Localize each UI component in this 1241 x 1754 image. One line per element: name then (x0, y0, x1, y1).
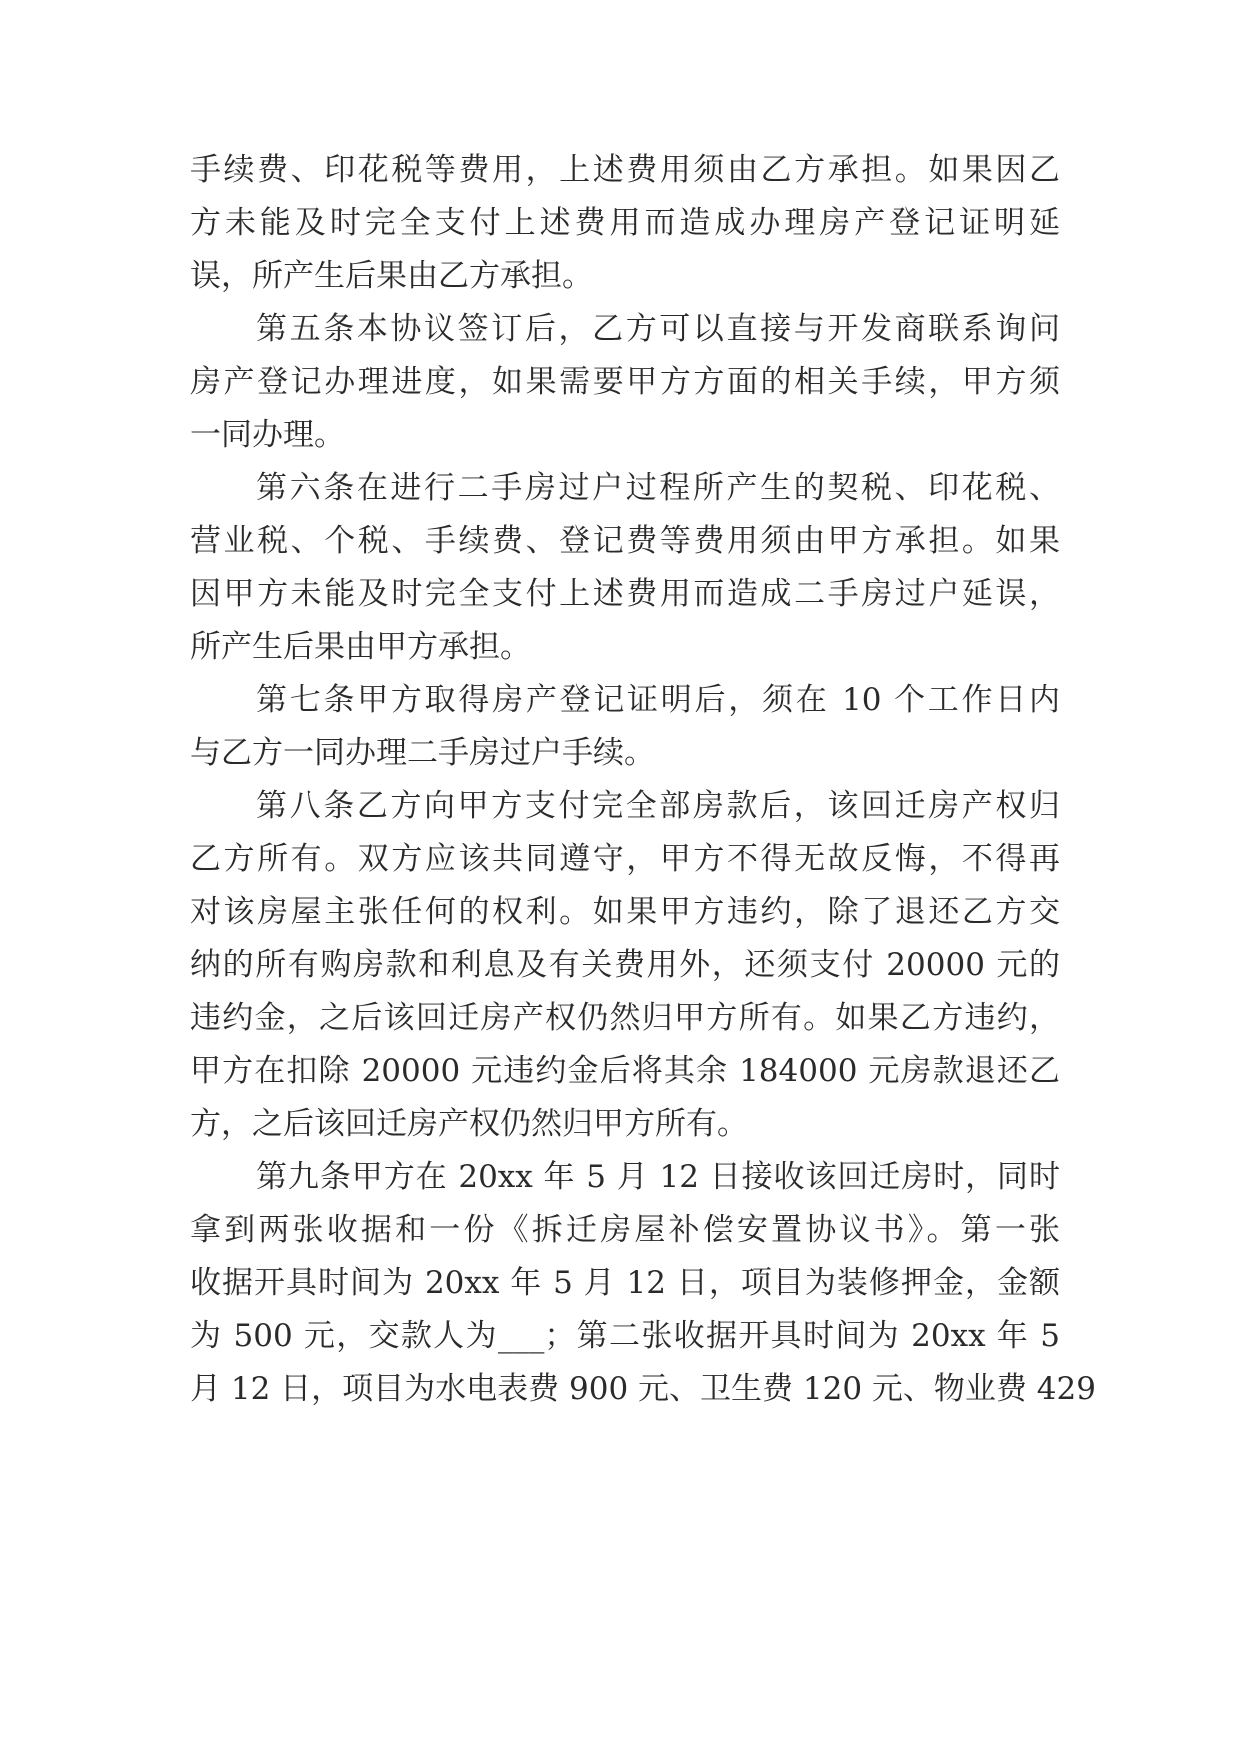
text-line: 方，之后该回迁房产权仍然归甲方所有。 (190, 1106, 748, 1142)
text-line: 因甲方未能及时完全支付上述费用而造成二手房过户延误， (190, 576, 1060, 612)
text-line: 对该房屋主张任何的权利。如果甲方违约，除了退还乙方交 (190, 894, 1060, 930)
text-line: 所产生后果由甲方承担。 (190, 629, 531, 665)
text-line: 拿到两张收据和一份《拆迁房屋补偿安置协议书》。第一张 (190, 1212, 1060, 1248)
text-line: 营业税、个税、手续费、登记费等费用须由甲方承担。如果 (190, 523, 1060, 559)
text-line: 乙方所有。双方应该共同遵守，甲方不得无故反悔，不得再 (190, 841, 1060, 877)
paragraph-start-line: 第八条乙方向甲方支付完全部房款后，该回迁房产权归 (256, 788, 1060, 824)
text-line: 一同办理。 (190, 417, 345, 453)
text-line: 误，所产生后果由乙方承担。 (190, 258, 593, 294)
paragraph-start-line: 第六条在进行二手房过户过程所产生的契税、印花税、 (256, 470, 1060, 506)
text-line: 纳的所有购房款和利息及有关费用外，还须支付 20000 元的 (190, 947, 1060, 983)
text-line: 甲方在扣除 20000 元违约金后将其余 184000 元房款退还乙 (190, 1053, 1060, 1089)
text-line: 月 12 日，项目为水电表费 900 元、卫生费 120 元、物业费 429 (190, 1371, 1096, 1407)
paragraph-start-line: 第九条甲方在 20xx 年 5 月 12 日接收该回迁房时，同时 (256, 1159, 1060, 1195)
text-line: 为 500 元，交款人为___；第二张收据开具时间为 20xx 年 5 (190, 1318, 1060, 1354)
text-line: 房产登记办理进度，如果需要甲方方面的相关手续，甲方须 (190, 364, 1060, 400)
text-line: 手续费、印花税等费用，上述费用须由乙方承担。如果因乙 (190, 152, 1060, 188)
text-line: 违约金，之后该回迁房产权仍然归甲方所有。如果乙方违约， (190, 1000, 1060, 1036)
paragraph-start-line: 第五条本协议签订后，乙方可以直接与开发商联系询问 (256, 311, 1060, 347)
text-line: 与乙方一同办理二手房过户手续。 (190, 735, 655, 771)
text-line: 方未能及时完全支付上述费用而造成办理房产登记证明延 (190, 205, 1060, 241)
paragraph-start-line: 第七条甲方取得房产登记证明后，须在 10 个工作日内 (256, 682, 1060, 718)
text-line: 收据开具时间为 20xx 年 5 月 12 日，项目为装修押金，金额 (190, 1265, 1060, 1301)
